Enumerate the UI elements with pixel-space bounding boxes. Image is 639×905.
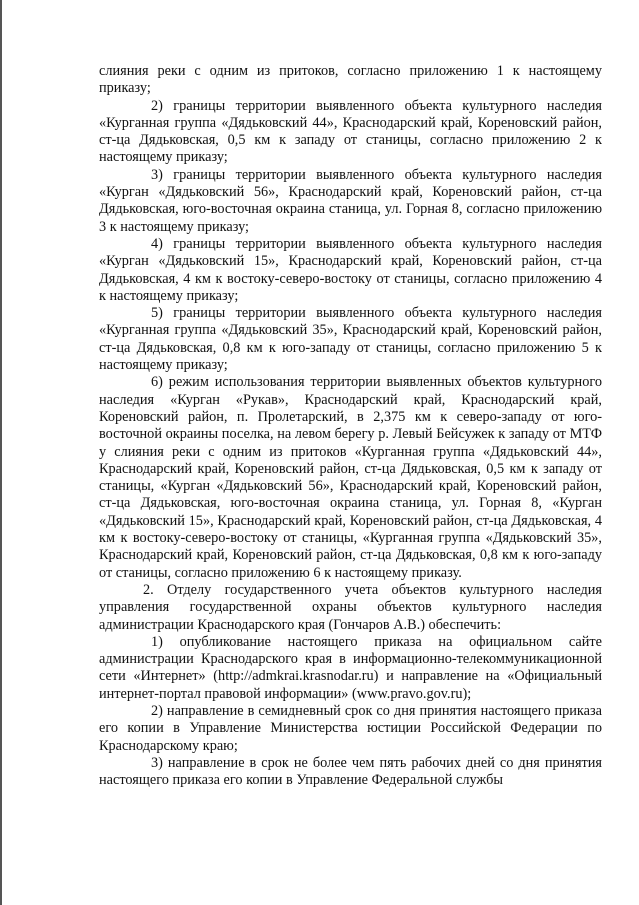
paragraph-item-4: 4) границы территории выявленного объекта культурного наследия «Курган «Дядьковский 15», Краснодарский край, Кореновский район, ст-ца Дядьковская, 4 км к востоку-северо-востоку от станицы, согласно приложению 4 к настоящему приказу; xyxy=(99,235,602,304)
paragraph-subitem-1: 1) опубликование настоящего приказа на официальном сайте администрации Краснодарского края в информационно-телекоммуникационной сети «Интернет» (http://admkrai.krasnodar.ru) и направление на «Официальный интернет-портал правовой информации» (www.pravo.gov.ru); xyxy=(99,633,602,702)
paragraph-section-2: 2. Отделу государственного учета объектов культурного наследия управления государственной охраны объектов культурного наследия администрации Краснодарского края (Гончаров А.В.) обеспечить: xyxy=(99,581,602,633)
paragraph-item-5: 5) границы территории выявленного объекта культурного наследия «Курганная группа «Дядьковский 35», Краснодарский край, Кореновский район, ст-ца Дядьковская, 0,8 км к юго-западу от станицы, согласно приложению 5 к настоящему приказу; xyxy=(99,305,602,374)
paragraph-item-2: 2) границы территории выявленного объекта культурного наследия «Курганная группа «Дядьковский 44», Краснодарский край, Кореновский район, ст-ца Дядьковская, 0,5 км к западу от станицы, согласно приложению 2 к настоящему приказу; xyxy=(99,97,602,166)
paragraph-item-3: 3) границы территории выявленного объекта культурного наследия «Курган «Дядьковский 56», Краснодарский край, Кореновский район, ст-ца Дядьковская, юго-восточная окраина станица, ул. Горная 8, согласно приложению 3 к настоящему приказу; xyxy=(99,166,602,235)
paragraph-item-6: 6) режим использования территории выявленных объектов культурного наследия «Курган «Рукав», Краснодарский край, Краснодарский край, Кореновский район, п. Пролетарский, в 2,375 км к северо-западу от юго-восточной окраины поселка, на левом берегу р. Левый Бейсужек к западу от МТФ у слияния реки с одним из притоков «Курганная группа «Дядьковский 44», Краснодарский край, Кореновский район, ст-ца Дядьковская, 0,5 км к западу от станицы, «Курган «Дядьковский 56», Краснодарский край, Кореновский район, ст-ца Дядьковская, юго-восточная окраина станица, ул. Горная 8, «Курган «Дядьковский 15», Краснодарский край, Кореновский район, ст-ца Дядьковская, 4 км к востоку-северо-востоку от станицы, «Курганная группа «Дядьковский 35», Краснодарский край, Кореновский район, ст-ца Дядьковская, 0,8 км к юго-западу от станицы, согласно приложению 6 к настоящему приказу. xyxy=(99,374,602,581)
paragraph-subitem-3: 3) направление в срок не более чем пять рабочих дней со дня принятия настоящего приказа его копии в Управление Федеральной службы xyxy=(99,754,602,789)
document-body xyxy=(99,63,602,789)
paragraph-subitem-2: 2) направление в семидневный срок со дня принятия настоящего приказа его копии в Управление Министерства юстиции Российской Федерации по Краснодарскому краю; xyxy=(99,702,602,754)
paragraph-continuation: слияния реки с одним из притоков, согласно приложению 1 к настоящему приказу; xyxy=(99,63,602,97)
